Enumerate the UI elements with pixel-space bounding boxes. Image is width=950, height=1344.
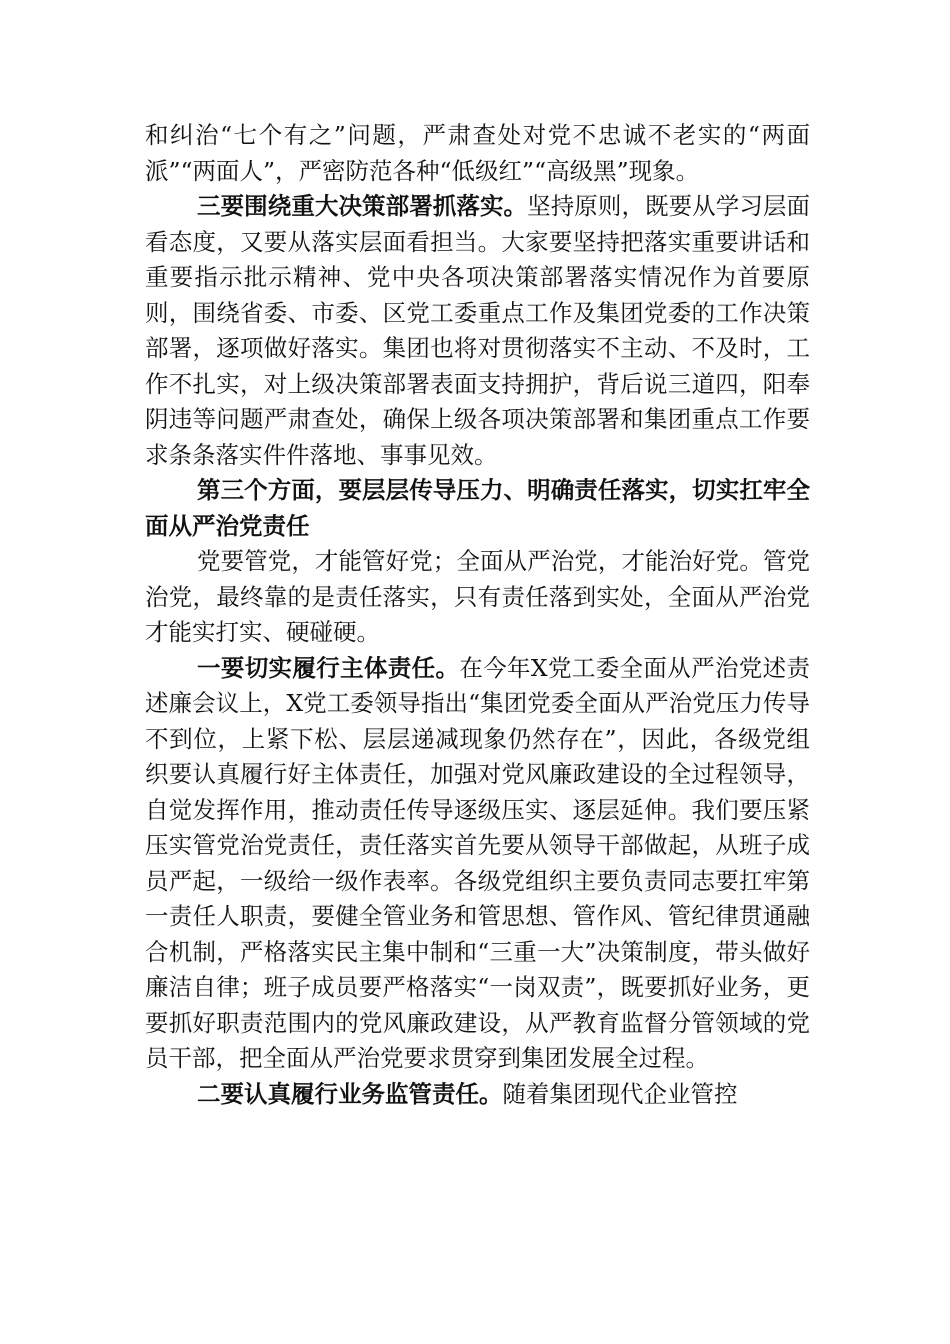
paragraph-lead: 一要切实履行主体责任。 xyxy=(197,653,460,682)
paragraph-intro xyxy=(145,544,810,651)
paragraph-text: 党要管党，才能管好党；全面从严治党，才能治好党。管党治党，最终靠的是责任落实，只有责任落到实处，全面从严治党才能实打实、硬碰硬。 xyxy=(145,547,810,646)
paragraph-text: 和纠治“七个有之”问题，严肃查处对党不忠诚不老实的“两面派”“两面人”，严密防范各种“低级红”“高级黑”现象。 xyxy=(145,121,810,185)
paragraph-text: 在今年X党工委全面从严治党述责述廉会议上，X党工委领导指出“集团党委全面从严治党压力传导不到位，上紧下松、层层递减现象仍然存在”，因此，各级党组织要认真履行好主体责任，加强对党风廉政建设的全过程领导，自觉发挥作用，推动责任传导逐级压实、逐层延伸。我们要压紧压实管党治党责任，责任落实首先要从领导干部做起，从班子成员严起，一级给一级作表率。各级党组织主要负责同志要扛牢第一责任人职责，要健全管业务和管思想、管作风、管纪律贯通融合机制，严格落实民主集中制和“三重一大”决策制度，带头做好廉洁自律；班子成员要严格落实“一岗双责”，既要抓好业务，更要抓好职责范围内的党风廉政建设，从严教育监督分管领域的党员干部，把全面从严治党要求贯穿到集团发展全过程。 xyxy=(145,653,810,1072)
paragraph-point-two xyxy=(145,1077,810,1113)
paragraph-text: 随着集团现代企业管控 xyxy=(502,1079,738,1108)
document-page xyxy=(145,118,810,1112)
section-heading: 第三个方面，要层层传导压力、明确责任落实，切实扛牢全面从严治党责任 xyxy=(145,476,810,540)
paragraph-lead: 三要围绕重大决策部署抓落实。 xyxy=(197,192,528,220)
paragraph-text: 坚持原则，既要从学习层面看态度，又要从落实层面看担当。大家要坚持把落实重要讲话和重要指示批示精神、党中央各项决策部署落实情况作为首要原则，围绕省委、市委、区党工委重点工作及集团党委的工作决策部署，逐项做好落实。集团也将对贯彻落实不主动、不及时，工作不扎实，对上级决策部署表面支持拥护，背后说三道四，阳奉阴违等问题严肃查处，确保上级各项决策部署和集团重点工作要求条条落实件件落地、事事见效。 xyxy=(145,192,811,469)
paragraph-lead: 二要认真履行业务监管责任。 xyxy=(197,1079,503,1108)
paragraph-point-three xyxy=(145,189,810,473)
paragraph-continuation xyxy=(145,118,810,189)
paragraph-point-one xyxy=(145,651,810,1077)
